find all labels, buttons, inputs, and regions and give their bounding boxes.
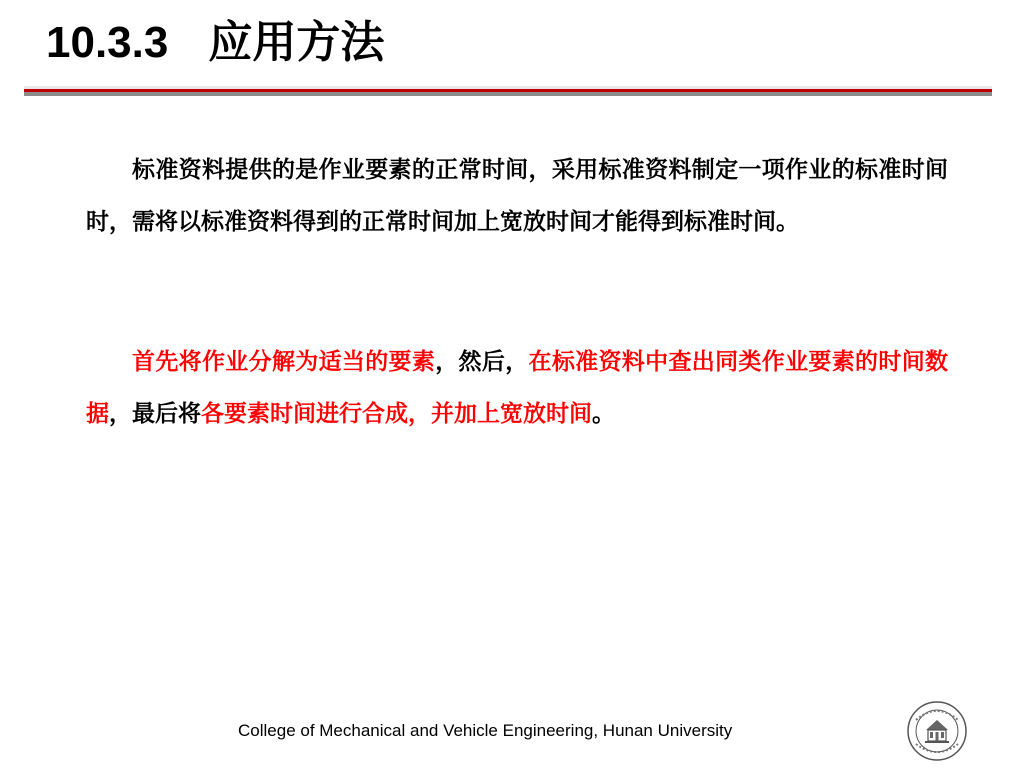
closing-period: 。 [592,401,615,427]
title-divider-gray [24,92,992,96]
section-number: 10.3.3 [46,18,169,67]
connector-then: ，然后， [435,349,529,375]
university-seal-icon [906,700,968,762]
highlight-synthesize-allowance: 各要素时间进行合成，并加上宽放时间 [201,401,592,427]
footer-institution: College of Mechanical and Vehicle Engineering, Hunan University [238,721,733,740]
connector-finally: ，最后将 [109,401,201,427]
slide-title [46,14,384,71]
paragraph-application-steps [86,336,948,440]
paragraph-standard-data: 标准资料提供的是作业要素的正常时间，采用标准资料制定一项作业的标准时间时，需将以标准资料得到的正常时间加上宽放时间才能得到标准时间。 [86,157,948,235]
highlight-lookup-time-data: 在标准资料中查出同类作业要素的时间数据 [86,349,949,427]
highlight-decompose-elements: 首先将作业分解为适当的要素 [132,349,436,375]
section-title: 应用方法 [208,17,385,68]
